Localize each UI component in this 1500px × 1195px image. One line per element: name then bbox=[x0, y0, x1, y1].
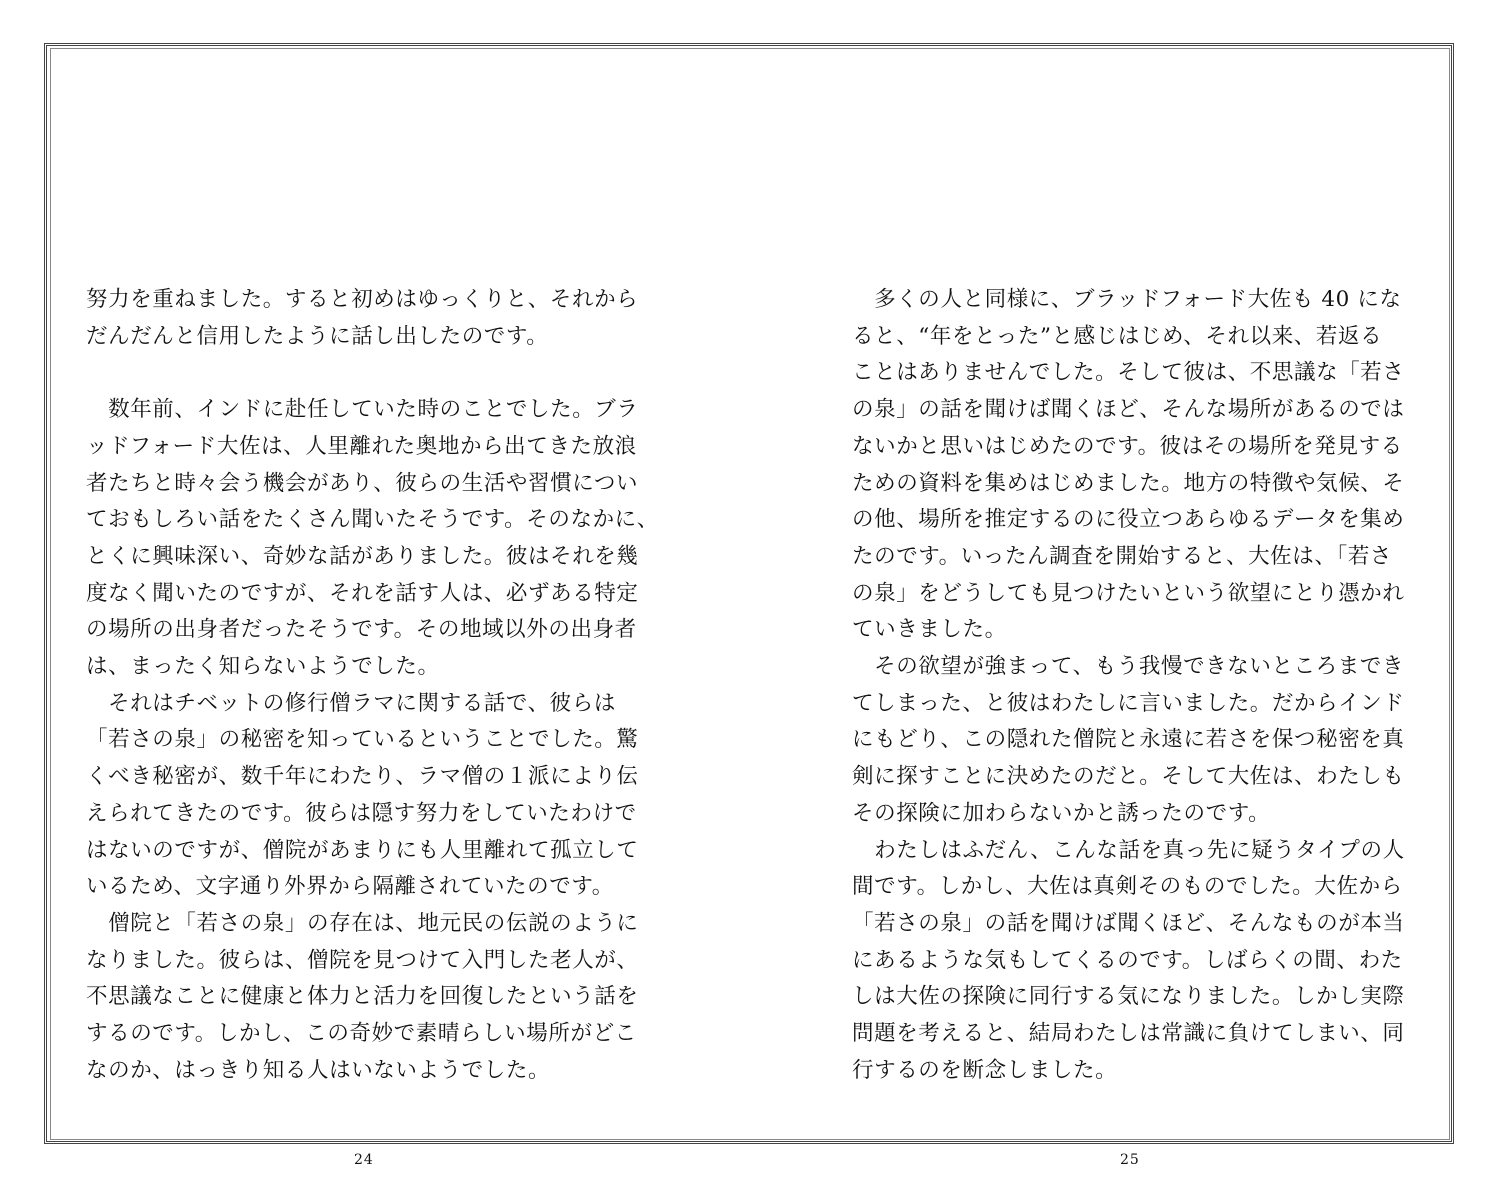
paragraph: その欲望が強まって、もう我慢できないところまでき てしまった、と彼はわたしに言いました。だからインド にもどり、この隠れた僧院と永遠に若さを保つ秘密を真 剣に探すことに決めたのだと。そして大佐は、わたしも その探険に加わらないかと誘ったのです。 bbox=[852, 654, 1405, 826]
left-page-text bbox=[86, 282, 676, 1089]
paragraph: 僧院と「若さの泉」の存在は、地元民の伝説のように なりました。彼らは、僧院を見つけて入門した老人が、 不思議なことに健康と体力と活力を回復したという話を するのです。しかし、この奇妙で素晴らしい場所がどこ なのか、はっきり知る人はいないようでした。 bbox=[86, 910, 639, 1083]
paragraph: 数年前、インドに赴任していた時のことでした。ブラ ッドフォード大佐は、人里離れた奥地から出てきた放浪 者たちと時々会う機会があり、彼らの生活や習慣につい ておもしろい話をたくさん聞いたそうです。そのなかに、 とくに興味深い、奇妙な話がありました。彼はそれを幾 度なく聞いたのですが、それを話す人は、必ずある特定 の場所の出身者だったそうです。その地域以外の出身者 は、まったく知らないようでした。 bbox=[86, 397, 659, 680]
right-page-text bbox=[852, 282, 1432, 1089]
page-number-left: 24 bbox=[354, 1152, 374, 1168]
paragraph: それはチベットの修行僧ラマに関する話で、彼らは 「若さの泉」の秘密を知っているということでした。驚 くべき秘密が、数千年にわたり、ラマ僧の１派により伝 えられてきたのです。彼らは隠す努力をしていたわけで はないのですが、僧院があまりにも人里離れて孤立して いるため、文字通り外界から隔離されていたのです。 bbox=[86, 690, 639, 900]
paragraph: わたしはふだん、こんな話を真っ先に疑うタイプの人 間です。しかし、大佐は真剣そのものでした。大佐から 「若さの泉」の話を聞けば聞くほど、そんなものが本当 にあるような気もしてくるのです。しばらくの間、わた しは大佐の探険に同行する気になりました。しかし実際 問題を考えると、結局わたしは常識に負けてしまい、同 行するのを断念しました。 bbox=[852, 837, 1405, 1083]
page-number-right: 25 bbox=[1120, 1152, 1140, 1168]
paragraph: 努力を重ねました。すると初めはゆっくりと、それから だんだんと信用したように話し出したのです。 bbox=[86, 287, 639, 349]
paragraph: 多くの人と同様に、ブラッドフォード大佐も 40 にな ると、“年をとった”と感じはじめ、それ以来、若返る ことはありませんでした。そして彼は、不思議な「若さ の泉」の話を聞けば聞くほど、そんな場所があるのでは ないかと思いはじめたのです。彼はその場所を発見する ための資料を集めはじめました。地方の特徴や気候、そ の他、場所を推定するのに役立つあらゆるデータを集め たのです。いったん調査を開始すると、大佐は、「若さ の泉」をどうしても見つけたいという欲望にとり憑かれ ていきました。 bbox=[852, 287, 1405, 643]
paragraph-gap bbox=[86, 355, 676, 392]
